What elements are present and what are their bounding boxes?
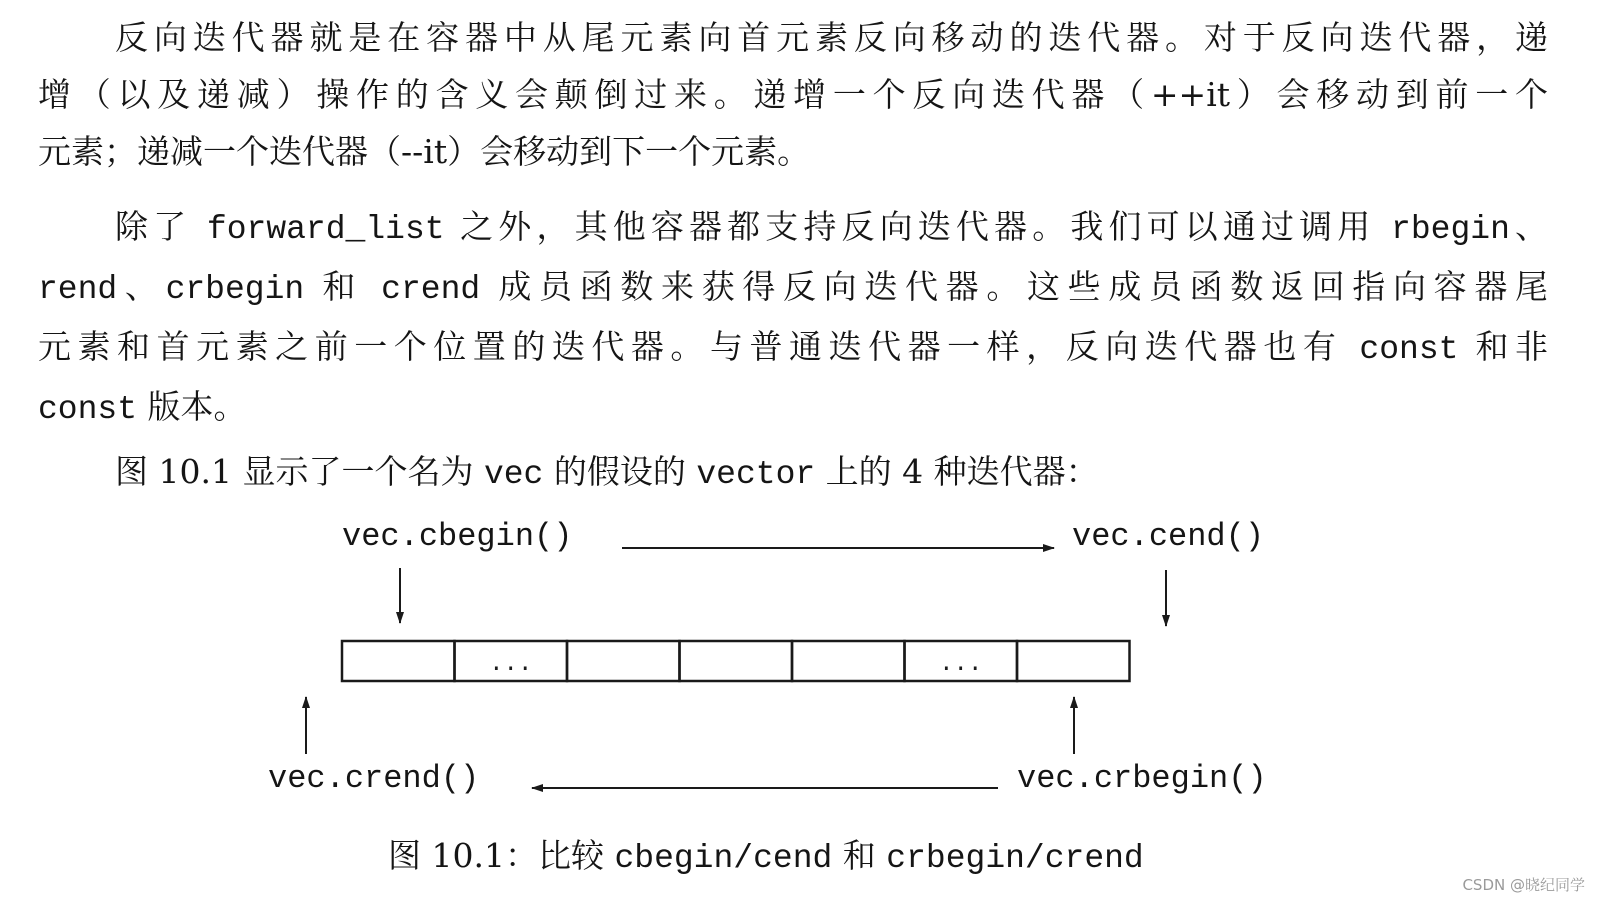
label-vec-crend: vec.crend(): [268, 760, 480, 797]
code-vector: vector: [696, 456, 816, 493]
vector-cell: [1017, 641, 1130, 681]
code-vec: vec: [483, 456, 544, 493]
code-crbegin-crend: crbegin/crend: [886, 840, 1144, 877]
label-vec-cbegin: vec.cbegin(): [342, 518, 573, 555]
text: 元素和首元素之前一个位置的迭代器。与普通迭代器一样，反向迭代器也有: [38, 327, 1360, 366]
code-crend: crend: [381, 271, 481, 308]
text: 图 10.1：比较: [388, 836, 615, 875]
vector-cell: [567, 641, 680, 681]
code-rend: rend: [38, 271, 118, 308]
text: 成员函数来获得反向迭代器。这些成员函数返回指向容器尾: [480, 267, 1549, 306]
text: 之外，其他容器都支持反向迭代器。我们可以通过调用: [444, 207, 1392, 246]
text: 除了: [115, 207, 207, 246]
code-const: const: [38, 391, 138, 428]
figure-caption: [388, 830, 1144, 877]
code-rbegin: rbegin: [1391, 211, 1510, 248]
vector-cell: [792, 641, 905, 681]
text: 、: [1509, 207, 1549, 246]
paragraph1-line3: 元素；递减一个迭代器（--it）会移动到下一个元素。: [38, 132, 811, 171]
label-vec-crbegin: vec.crbegin(): [1017, 760, 1267, 797]
text: 和: [832, 836, 887, 875]
label-vec-cend: vec.cend(): [1072, 518, 1265, 555]
text: 和非: [1458, 327, 1548, 366]
text: 、: [117, 267, 166, 306]
text: 版本。: [137, 387, 247, 426]
code-cbegin-cend: cbegin/cend: [614, 840, 833, 877]
watermark: CSDN @晓纪同学: [1462, 876, 1585, 894]
text: 图 10.1 显示了一个名为: [115, 452, 484, 491]
vector-cell: [342, 641, 455, 681]
text: 的假设的: [543, 452, 697, 491]
vector-cell: [680, 641, 793, 681]
vector-cell-ellipsis: ...: [939, 651, 983, 678]
code-crbegin: crbegin: [165, 271, 305, 308]
text: 和: [304, 267, 382, 306]
paragraph1-line2: 增（以及递减）操作的含义会颠倒过来。递增一个反向迭代器（++it）会移动到前一个: [38, 75, 1548, 114]
vector-cell-ellipsis: ...: [489, 651, 533, 678]
code-forward-list: forward_list: [206, 211, 445, 248]
paragraph1-line1: 反向迭代器就是在容器中从尾元素向首元素反向移动的迭代器。对于反向迭代器，递: [115, 18, 1548, 57]
text: 上的 4 种迭代器：: [815, 452, 1099, 491]
code-const: const: [1359, 331, 1459, 368]
